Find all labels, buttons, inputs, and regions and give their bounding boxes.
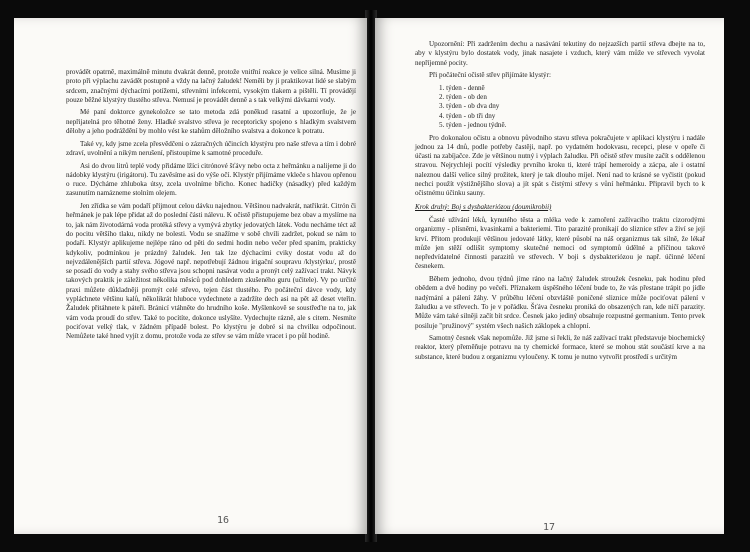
right-page-text xyxy=(415,40,705,365)
paragraph: Jen zřídka se vám podaří přijmout celou dávku najednou. Většinou nadvakrát, natřikrát. Citrón či heřmánek je pak lépe přidat až do poslední části nálevu. K očistě přistupujeme bez obav a myslíme na to, jak nám životodárná voda protéká střevy a vymývá zbytky jedovatých látek. Vodu necháme téct až do pocitu většího tlaku, nikdy ne bolesti. Vodu se snažíme v sobě chvíli zadržet, pokud se nám to podaří. Klystýr aplikujeme nejlépe ráno od pěti do sedmi hodin nebo večer před spaním, prakticky kdykoliv, podmínkou je prázdný žaludek. Jen tak lze dýchacími cviky dostat vodu až do nejvzdálenějších partií střeva. Jógové např. nepotřebují žádnou irigační soupravu /klystýrku/, prostě se posadí do vody a stahy svého střeva jsou schopni nasávat vodu a pronýt celý zažívací trakt. Návyk takových praktik je záležitost několika měsíců pod dohledem zkušeného guru (učitele). Vy po určité praxi můžete důkladněji promýt celé střevo, tejen část tlustého. Po počáteční dávce vody, kdy vypláchnete většinu kalů, několikrát hluboce vydechnete a zadržíte dech asi na pět až deset vteřin. Žaludek přitáhnete k páteři. Bránicí vtáhněte do hrudního koše. Myšlenkově se soustřeďte na to, jak vám voda proudí do střev. Také to pocítíte, dokonce uslyšíte. Vydechujte rázně, ale s citem. Nesmíte pociťovat velký tlak, v žádném případě bolest. Po klystýru je dobré si na chvilku odpočinout. Nemůžete také hned vyjít z domu, protože voda ze střev se vám může vracet i po půl hodině. xyxy=(66,202,356,341)
list-item: 5. týden - jednou týdně. xyxy=(439,120,507,129)
paragraph: Mé paní doktorce gynekoložce se tato metoda zdá poněkud rasatní a upozorňuje, že je nepřijatelná pro těhotné ženy. Hladké svalstvo střeva je receptoricky spojeno s hladkým svalstvem dělohy a jeho podráždění by mohlo vést ke stahům děložního svalstva a dokonce k potratu. xyxy=(66,108,356,136)
page-number: 17 xyxy=(543,522,556,533)
left-page xyxy=(14,18,367,534)
paragraph: provádět opatrně, maximálně minutu dvakrát denně, protože vnitřní reakce je velice silná. Musíme ji proto při výplachu zavádět postupně a vždy na lačný žaludek! Neměli by ji praktikovat lidé se slabým srdcem, značnými dýchacími potížemi, střevními infekcemi, vysokým tlakem a pištěli. Tí provádějí pouze běžné klystýry tlustého střeva. Nemusí je provádět denně a s tak velkými dávkami vody. xyxy=(66,68,356,104)
list-item: 4. týden - ob tři dny xyxy=(439,111,496,120)
paragraph: Během jednoho, dvou týdnů jíme ráno na lačný žaludek stroužek česneku, pak hodinu před obědem a dvě hodiny po večeři. Příznakem úspěšného léčení bude to, že vás přestane trápit po jídle nadýmání a pálení žáhy. V průběhu léčení obzvláště poničené sliznice může pociťovat pálení v žaludku a ve střevech. To je v pořádku. Šťáva česneku proniká do obsazených ran, kde ničí parazity. Může vám také silněji začít bít srdce. Česnek jako jediný obsahuje rozpustné germanium. Tento prvek posiluje "pružinový" systém všech našich záklopek a chlopní. xyxy=(415,275,705,330)
warning-paragraph: Upozornění: Při zadržením dechu a nasávání tekutiny do nejzazších partií střeva dbejte na to, aby v klystýru bylo dostatek vody, jinak nasajete i vzduch, který vám může ve střevech vyvolat nepříjemné pocity. xyxy=(415,40,705,67)
paragraph: Časté užívání léků, kynutého těsta a mléka vede k zamoření zažívacího traktu cizorodými organizmy - plísněmi, kvasinkami a bakteriemi. Tito parazité pronikají do sliznice střev a živí se její krví. Přitom produkují většinou jedovaté látky, které působí na náš organizmus tak silně, že lékař může jen stěží odlišit symptomy skutečné nemoci od symptomů údělné a příčinou takové nepředvídatelné činnosti parazitů ve střevech. V boji s dysbakteriózou je např. účinné léčení česnekem. xyxy=(415,215,705,271)
list-intro: Při počáteční očistě střev přijímáte klystýr: xyxy=(429,71,551,80)
right-page xyxy=(375,18,724,534)
left-page-text xyxy=(66,68,356,345)
paragraph: Asi do dvou litrů teplé vody přidáme lžíci citrónové šťávy nebo octa z heřmánku a nalijeme ji do nádobky klystýru (irigátoru). Tu zavěsíme asi do výše očí. Klystýr přijímáme vkleče s hlavou opřenou o ruce. Dýcháme zhluboka útsy, zcela uvolníme břicho. Konec hadičky (násadky) před každým zasunutím namázneme stolním olejem. xyxy=(66,161,357,198)
list-item: 3. týden - ob dva dny xyxy=(439,102,500,111)
paragraph: Pro dokonalou očistu a obnovu původního stavu střeva pokračujete v aplikaci klystýru i nadále jednou za 14 dnů, podle potřeby častěji, např. po vydatném hodokvasu, recepci, plese v opeře či účasti na zabíjačce. Zde je většinou nutný i výplach žaludku. Při očistě střev musíte začít s oddělenou stravou. Nejrychleji pocítí výsledky prvního kroku ti, které trápí hemeroidy a zácpa, ale i ostatní naleznou další velice silný prožitek, který je tak dlouho míjel. Není nad to krásné se vyčistit (pokud nechci použít výstižnějšího slova) a jít spát s čistými střevy s vůní heřmánku. Připravil bych to k očistnému účinku sauny. xyxy=(415,133,705,198)
page-number: 16 xyxy=(217,515,230,526)
list-item: 1. týden - denně xyxy=(439,83,485,92)
paragraph: Samotný česnek však nepomůže. Již jsme si řekli, že náš zažívací trakt představuje biochemický reaktor, který přeměňuje potravu na ty chemické formace, které se mohou stát součástí krve a na substance, které budou z organizmu vyloučeny. K tomu je nutno vytvořit prostředí s určitým xyxy=(415,334,705,361)
schedule-list xyxy=(415,84,705,130)
section-heading: Krok druhý: Boj s dysbakteriózou (doumikrobii) xyxy=(415,202,552,211)
paragraph: Také vy, kdy jsme zcela přesvědčeni o zázračných účincích klystýru pro naše střeva a tím i dobré zdraví, uvolnění a nikým nerušení, přistoupíme k samotné proceduře. xyxy=(66,139,356,157)
list-item: 2. týden - ob den xyxy=(439,93,487,102)
